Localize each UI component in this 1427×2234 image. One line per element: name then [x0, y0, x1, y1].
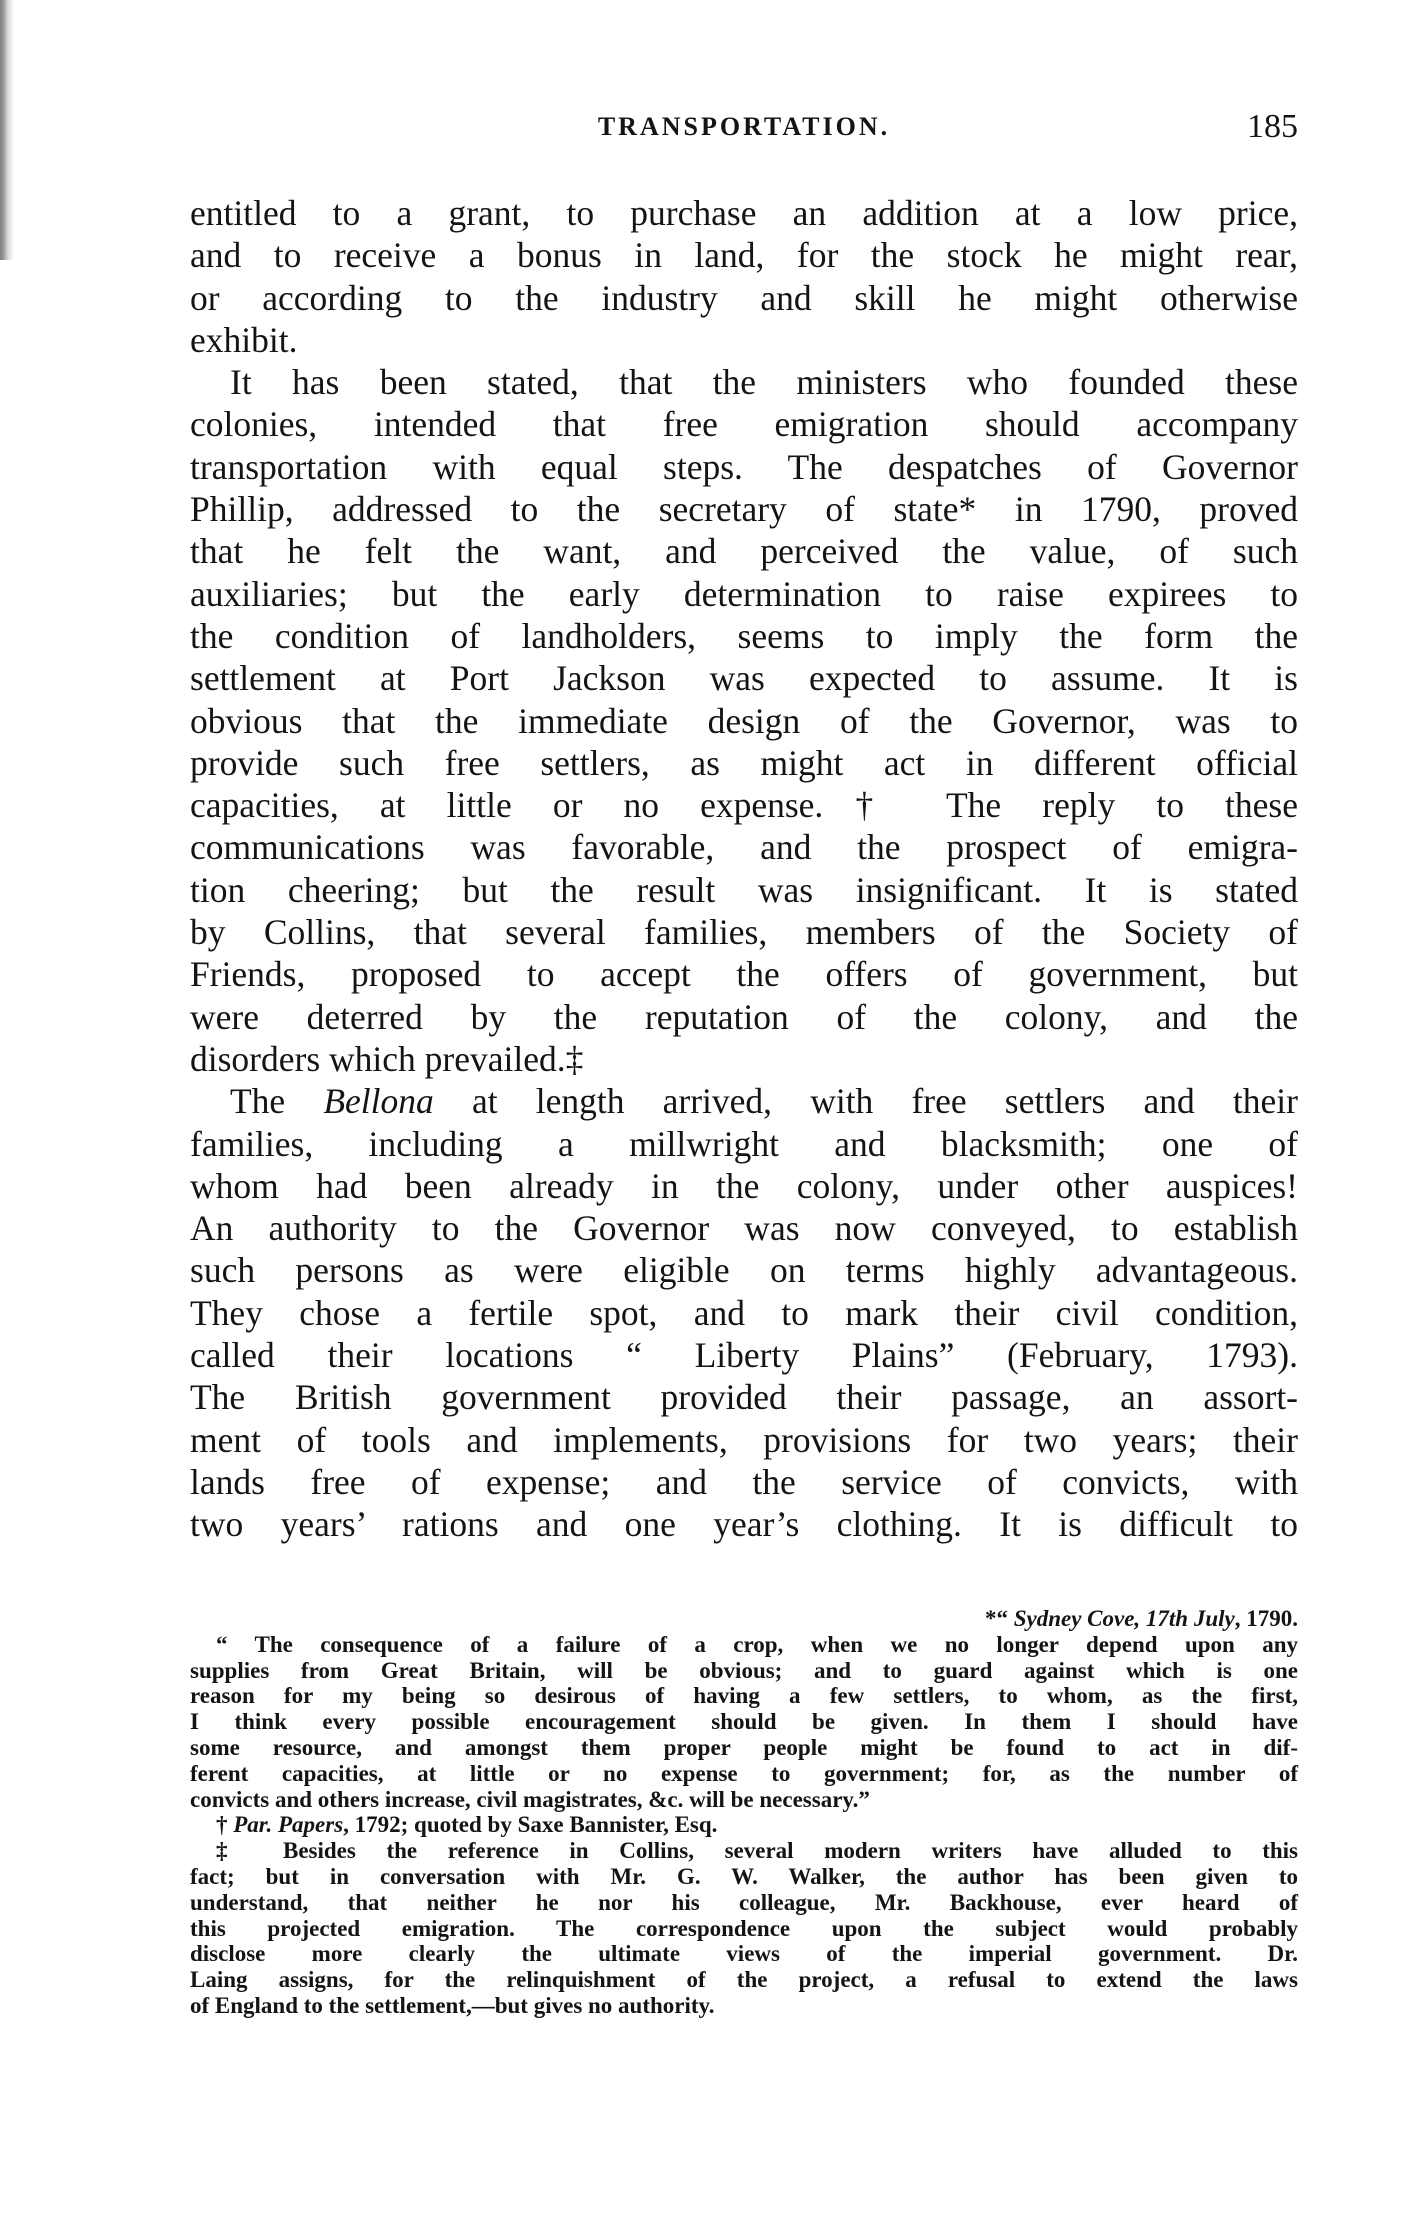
text-line: colonies, intended that free emigration should accompany — [190, 404, 1298, 445]
text-line: They chose a fertile spot, and to mark their civil condition, — [190, 1292, 1298, 1333]
footnote-line: Laing assigns, for the relinquishment of the project, a refusal to extend the laws — [190, 1967, 1298, 1993]
text-line: or according to the industry and skill he might otherwise — [190, 277, 1298, 318]
text-line: provide such free settlers, as might act in different official — [190, 742, 1298, 783]
footnote-line: some resource, and amongst them proper people might be found to act in dif- — [190, 1734, 1298, 1760]
text-line: exhibit. — [190, 319, 298, 360]
text-line: whom had been already in the colony, under other auspices! — [190, 1165, 1298, 1206]
footnote-line: convicts and others increase, civil magistrates, &c. will be necessary.” — [190, 1786, 870, 1812]
body-text — [190, 192, 1298, 1546]
footnote-line-dateline: *“ Sydney Cove, 17th July, 1790. — [984, 1606, 1298, 1631]
text-line: obvious that the immediate design of the Governor, was to — [190, 700, 1298, 741]
footnote-line-dagger: † Par. Papers, 1792; quoted by Saxe Bannister, Esq. — [216, 1812, 718, 1838]
running-title: TRANSPORTATION. — [597, 112, 891, 141]
italic-phrase: Sydney Cove, 17th July — [1013, 1606, 1235, 1631]
text-line: tion cheering; but the result was insignificant. It is stated — [190, 869, 1298, 910]
italic-phrase: Bellona — [323, 1081, 434, 1122]
page-number: 185 — [1247, 108, 1298, 145]
text-line: transportation with equal steps. The despatches of Governor — [190, 446, 1298, 487]
italic-phrase: Par. Papers — [233, 1812, 344, 1838]
text-line: Friends, proposed to accept the offers of government, but — [190, 954, 1298, 995]
footnote-line: fact; but in conversation with Mr. G. W. Walker, the author has been given to — [190, 1863, 1298, 1889]
text-line: such persons as were eligible on terms highly advantageous. — [190, 1250, 1298, 1291]
footnote-line: I think every possible encouragement should be given. In them I should have — [190, 1709, 1298, 1735]
text-line: entitled to a grant, to purchase an addition at a low price, — [190, 193, 1298, 233]
text-line: auxiliaries; but the early determination to raise expirees to — [190, 573, 1298, 614]
text-line: families, including a millwright and blacksmith; one of — [190, 1123, 1298, 1164]
footnote-line-double-dagger: ‡ Besides the reference in Collins, several modern writers have alluded to this — [216, 1838, 1298, 1864]
text-line: by Collins, that several families, members of the Society of — [190, 912, 1298, 953]
footnote-line: disclose more clearly the ultimate views of the imperial government. Dr. — [190, 1941, 1298, 1967]
footnote-line: this projected emigration. The correspondence upon the subject would probably — [190, 1915, 1298, 1941]
text-line: capacities, at little or no expense.† The reply to these — [190, 785, 1298, 826]
text-line: ment of tools and implements, provisions for two years; their — [190, 1419, 1298, 1460]
text-line: two years’ rations and one year’s clothing. It is difficult to — [190, 1504, 1298, 1545]
footnotes — [190, 1606, 1298, 2019]
running-header — [190, 108, 1298, 148]
footnote-line: “ The consequence of a failure of a crop, when we no longer depend upon any — [216, 1631, 1298, 1657]
text-line: Phillip, addressed to the secretary of state* in 1790, proved — [190, 489, 1298, 530]
text-line: An authority to the Governor was now conveyed, to establish — [190, 1208, 1298, 1249]
text-line: settlement at Port Jackson was expected to assume. It is — [190, 658, 1298, 699]
footnote-line: supplies from Great Britain, will be obvious; and to guard against which is one — [190, 1657, 1298, 1683]
text-line: called their locations “ Liberty Plains” (February, 1793). — [190, 1335, 1298, 1376]
footnote-line: ferent capacities, at little or no expense to government; for, as the number of — [190, 1760, 1298, 1786]
text-line: and to receive a bonus in land, for the stock he might rear, — [190, 235, 1298, 276]
footnote-line: reason for my being so desirous of having a few settlers, to whom, as the first, — [190, 1683, 1298, 1709]
text-line: It has been stated, that the ministers who founded these — [230, 362, 1298, 403]
text-line: that he felt the want, and perceived the value, of such — [190, 531, 1298, 572]
text-line: disorders which prevailed.‡ — [190, 1038, 584, 1079]
text-line: The British government provided their passage, an assort- — [190, 1377, 1298, 1418]
text-line: the condition of landholders, seems to imply the form the — [190, 615, 1298, 656]
footnote-line: of England to the settlement,—but gives no authority. — [190, 1992, 715, 2018]
page-binding-edge — [0, 0, 14, 260]
text-line-bellona: The Bellona at length arrived, with free settlers and their — [230, 1081, 1298, 1122]
text-line: lands free of expense; and the service of convicts, with — [190, 1461, 1298, 1502]
text-line: were deterred by the reputation of the colony, and the — [190, 996, 1298, 1037]
text-line: communications was favorable, and the prospect of emigra- — [190, 827, 1298, 868]
footnote-line: understand, that neither he nor his colleague, Mr. Backhouse, ever heard of — [190, 1889, 1298, 1915]
